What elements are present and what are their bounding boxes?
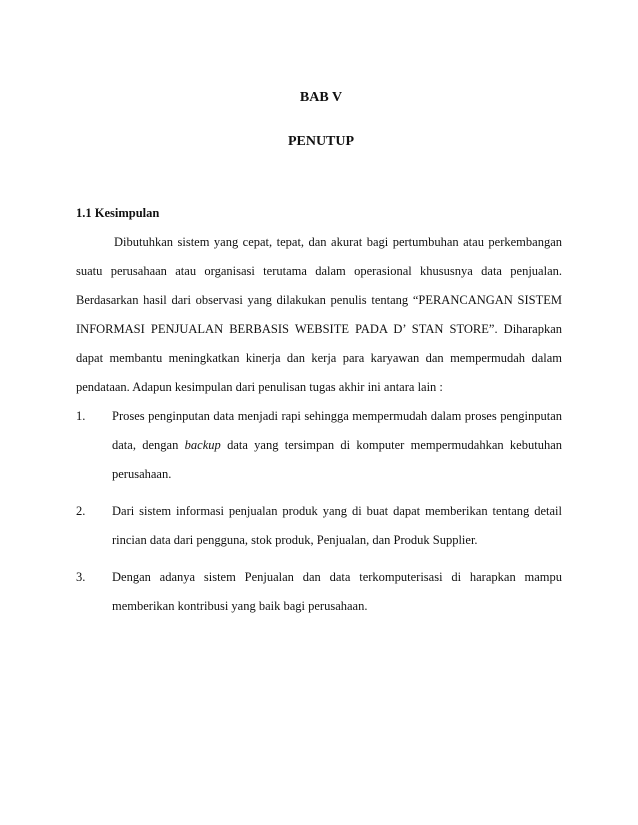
- chapter-heading: BAB V: [299, 90, 343, 105]
- intro-paragraph: Dibutuhkan sistem yang cepat, tepat, dan akurat bagi pertumbuhan atau perkembangan suatu perusahaan atau organisasi terutama dalam operasional khususnya data penjualan. Berdasarkan hasil dari observasi yang dilakukan penulis tentang “PERANCANGAN SISTEM INFORMASI PENJUALAN BERBASIS WEBSITE PADA D’ STAN STORE”. Diharapkan dapat membantu meningkatkan kinerja dan kerja para karyawan dan mempermudah dalam pendataan. Adapun kesimpulan dari penulisan tugas akhir ini antara lain :: [76, 235, 562, 394]
- item-text: [112, 402, 562, 489]
- item-text: Dari sistem informasi penjualan produk yang di buat dapat memberikan tentang detail rincian data dari pengguna, stok produk, Penjualan, dan Produk Supplier.: [112, 504, 562, 547]
- conclusion-item: [76, 563, 562, 621]
- section-title: 1.1 Kesimpulan: [76, 206, 160, 220]
- item-text: Dengan adanya sistem Penjualan dan data terkomputerisasi di harapkan mampu memberikan kontribusi yang baik bagi perusahaan.: [112, 570, 562, 613]
- item-text-part: data yang tersimpan di komputer mempermudahkan kebutuhan perusahaan.: [112, 438, 562, 481]
- conclusion-item: [76, 497, 562, 555]
- item-text-italic: backup: [184, 438, 221, 452]
- conclusion-item: [76, 402, 562, 489]
- item-number: 1.: [76, 409, 86, 423]
- item-number: 3.: [76, 570, 86, 584]
- item-text-part: Proses penginputan data menjadi rapi sehingga mempermudah dalam proses penginputan data, dengan: [112, 409, 562, 452]
- chapter-title: PENUTUP: [287, 134, 355, 149]
- item-number: 2.: [76, 504, 86, 518]
